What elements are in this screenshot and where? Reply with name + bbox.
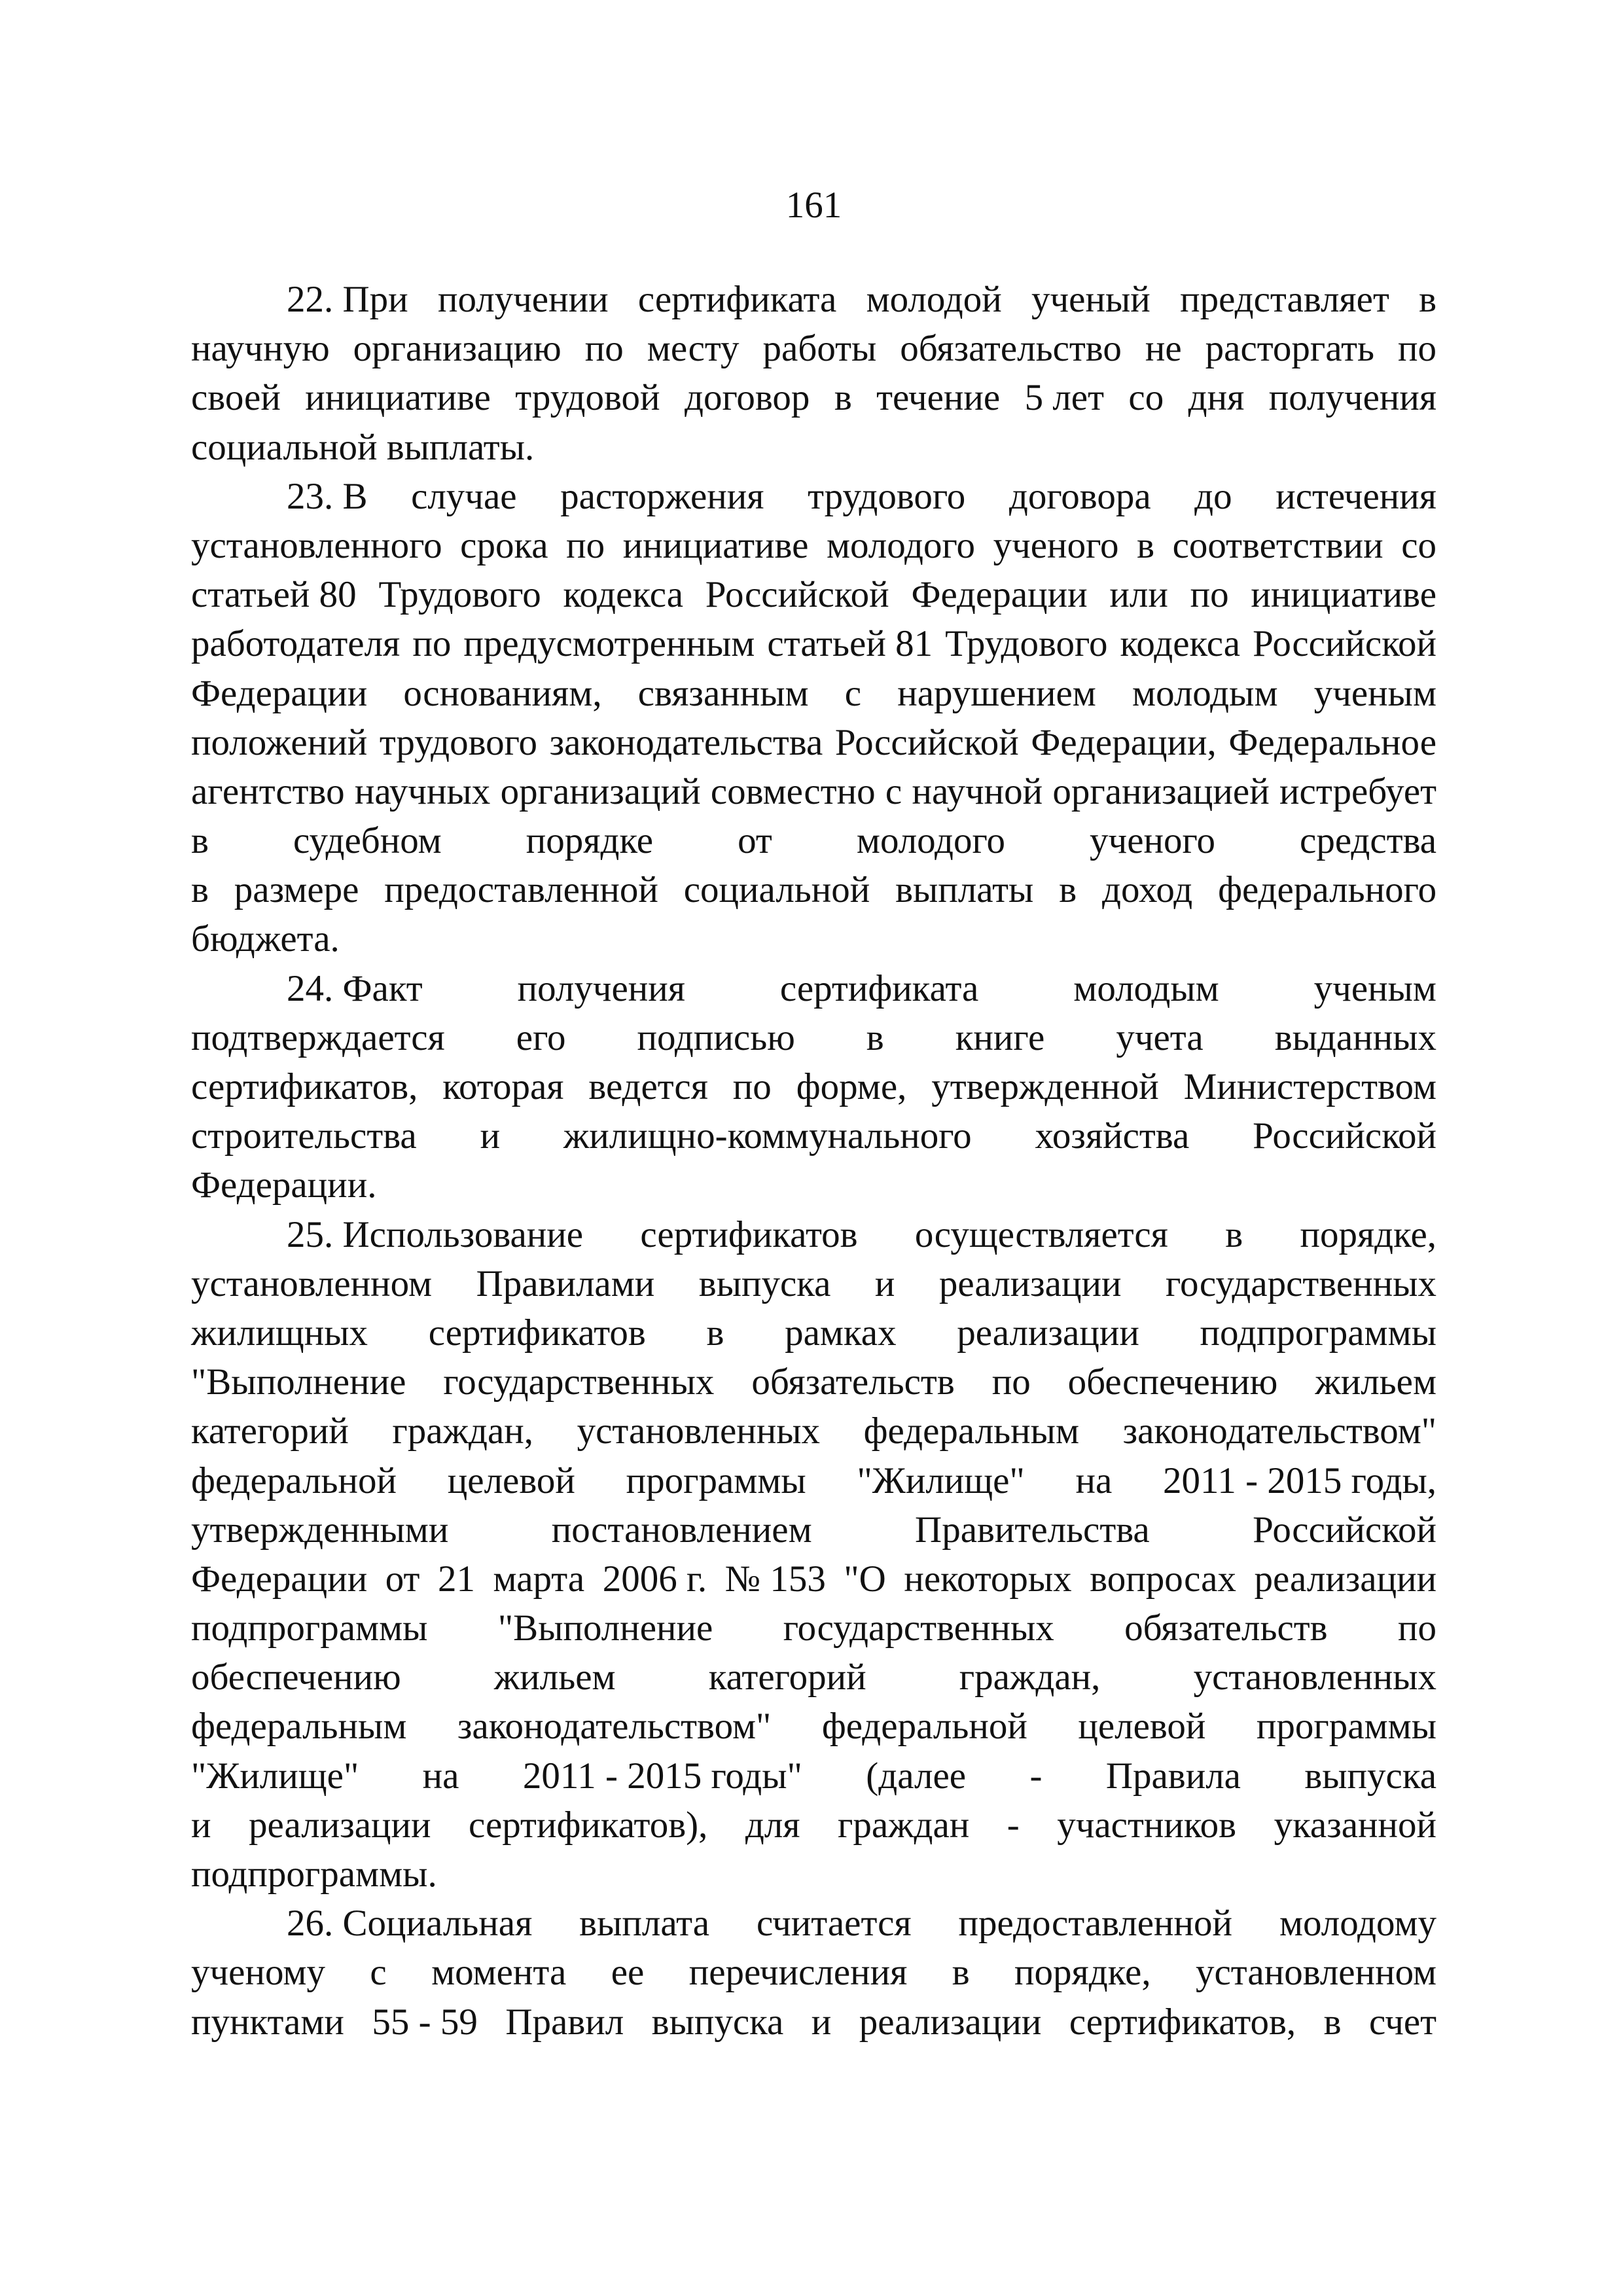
text-line [191,718,1436,767]
word: истребует [1279,770,1437,812]
word: 23. В [287,475,368,517]
word: в [1419,279,1437,320]
word: считается [756,1903,912,1945]
line-text: бюджета. [191,918,340,960]
line-text [191,1509,1436,1551]
word: ведется [588,1066,708,1107]
word: форме, [796,1066,907,1107]
word: установленных [1193,1657,1436,1698]
text-line [191,373,1436,422]
word: книге [955,1016,1045,1058]
word: агентство [191,770,345,812]
word: с [885,770,902,812]
line-text [191,1804,1436,1846]
word: выпуска [651,2001,784,2043]
word: представляет [1180,279,1389,320]
word: расторгать [1205,328,1375,370]
word: выданных [1274,1016,1437,1058]
paragraph-23 [191,472,1436,964]
word: молодой [866,279,1002,320]
line-text [191,2001,1436,2043]
text-line [191,1259,1436,1308]
word: размере [234,869,359,911]
word: Федерации [911,574,1088,616]
word: ученого [993,524,1119,566]
word: законодательством" [457,1706,772,1748]
word: Федерации [191,672,368,714]
word: течение [876,377,1001,419]
word: законодательства [549,721,823,763]
word: истечения [1275,475,1437,517]
word: до [1194,475,1232,517]
word: в [191,869,209,911]
word: месту [647,328,740,370]
word: жилищных [191,1312,368,1354]
word: на [422,1755,459,1797]
word: молодым [1073,967,1219,1009]
text-line [191,865,1436,914]
text-line [191,1998,1436,2047]
word: 2006 г. [602,1558,707,1600]
word: хозяйства [1035,1115,1190,1157]
word: статьей 80 [191,574,357,616]
text-line [191,275,1436,324]
text-line [191,472,1436,521]
word: категорий [191,1410,349,1452]
word: выпуска [698,1263,831,1304]
word: получения [517,967,685,1009]
word: и [874,1263,895,1304]
word: кодекса [1120,623,1241,665]
page-number: 161 [785,185,842,226]
line-text [191,673,1436,714]
word: подписью [637,1016,795,1058]
word: и [191,1804,211,1846]
word: Федерации [191,1558,368,1600]
word: Российской [1253,1115,1437,1157]
word: порядке, [1300,1213,1436,1255]
word: молодого [826,524,976,566]
word: Федерации, [1031,721,1217,763]
word: предоставленной [384,869,658,911]
word: связанным [637,672,809,714]
word: и [811,2001,832,2043]
word: совместно [710,770,876,812]
word: в [866,1016,884,1058]
word: обязательств [1124,1607,1328,1649]
line-text: социальной выплаты. [191,426,535,468]
word: с [370,1952,387,1994]
word: "Жилище" [191,1755,359,1797]
word: жильем [1315,1361,1437,1403]
text-line [191,1751,1436,1801]
word: федерального [1218,869,1437,911]
line-text [191,722,1436,763]
word: государственных [1165,1263,1437,1304]
word: установленном [1195,1952,1437,1994]
text-line [191,1948,1436,1997]
word: Правил [505,2001,624,2043]
word: некоторых [904,1558,1072,1600]
text-line [191,1801,1436,1850]
word: или [1109,574,1168,616]
word: "Выполнение [497,1607,713,1649]
word: сертификатов [640,1213,858,1255]
word: федеральной [821,1706,1027,1748]
word: молодому [1279,1903,1437,1945]
word: обеспечению [191,1657,401,1698]
word: с [844,672,862,714]
text-line [191,1850,1436,1899]
word: ученого [1090,820,1215,862]
word: Правилами [476,1263,655,1304]
word: учета [1116,1016,1204,1058]
word: статьей 81 [767,623,933,665]
word: в [1225,1213,1243,1255]
word: установленного [191,524,442,566]
text-line [191,1554,1436,1604]
word: по [584,328,624,370]
word: договора [1008,475,1151,517]
line-text [191,1755,1436,1797]
word: договор [684,377,810,419]
word: положений [191,721,368,763]
word: порядке [526,820,654,862]
line-text [191,1312,1436,1354]
word: предусмотренным [463,623,755,665]
line-text [191,574,1436,615]
paragraph-26 [191,1899,1436,2047]
word: граждан, [959,1657,1101,1698]
word: инициативе [622,524,809,566]
word: случае [411,475,517,517]
word: в [191,820,209,862]
word: программы [626,1460,806,1501]
line-text [191,1017,1436,1058]
word: установленных [577,1410,821,1452]
word: Министерством [1183,1066,1437,1107]
word: Правила [1105,1755,1241,1797]
line-text [287,476,1436,517]
word: научной [912,770,1043,812]
text-line [191,964,1436,1013]
text-line [191,1702,1436,1751]
word: Российской [705,574,889,616]
word: инициативе [1251,574,1436,616]
text-line [191,1407,1436,1456]
paragraph-24 [191,964,1436,1210]
line-text [191,1460,1436,1501]
word: законодательством" [1122,1410,1437,1452]
word: в [834,377,852,419]
word: организацией [1052,770,1270,812]
word: инициативе [305,377,491,419]
word: срока [460,524,548,566]
text-line [191,816,1436,865]
line-text [191,1115,1436,1157]
word: федеральным [863,1410,1080,1452]
line-text [191,1558,1436,1600]
text-line [191,619,1436,668]
word: научных [354,770,491,812]
text-line [191,1456,1436,1505]
line-text [191,328,1436,369]
line-text [191,1952,1436,1993]
word: основаниям, [403,672,602,714]
text-line [191,1210,1436,1259]
word: Трудового [945,623,1108,665]
word: сертификата [779,967,979,1009]
document-body [191,275,1436,2047]
word: установленном [191,1263,433,1304]
text-line [191,1062,1436,1111]
word: не [1145,328,1182,370]
text-line [191,570,1436,619]
word: выплата [579,1903,710,1945]
word: по [412,623,452,665]
word: 25. Использование [287,1213,584,1255]
word: молодым [1132,672,1278,714]
word: перечисления [688,1952,908,1994]
word: сертификатов, [1069,2001,1296,2043]
word: 24. Факт [287,967,423,1009]
word: Федеральное [1228,721,1436,763]
text-line [191,1308,1436,1357]
line-text [287,1903,1436,1944]
word: 21 [437,1558,475,1600]
word: - [1029,1755,1043,1797]
paragraph-25 [191,1210,1436,1899]
text-line [191,1604,1436,1653]
word: работодателя [191,623,401,665]
word: ученый [1031,279,1150,320]
word: Российской [1253,623,1437,665]
word: ученым [1313,672,1437,714]
word: сертификатов), [469,1804,708,1846]
word: целевой [1078,1706,1206,1748]
word: 5 лет [1024,377,1104,419]
word: кодекса [563,574,684,616]
text-line [191,1160,1436,1210]
word: категорий [708,1657,866,1698]
word: целевой [447,1460,575,1501]
word: программы [1256,1706,1437,1748]
word: со [1128,377,1164,419]
word: утвержденными [191,1509,449,1551]
word: трудовой [515,377,660,419]
text-line [191,521,1436,570]
word: выплаты [895,869,1034,911]
word: предоставленной [958,1903,1233,1945]
word: государственных [783,1607,1054,1649]
word: дня [1188,377,1245,419]
line-text [191,1607,1436,1649]
word: реализации [248,1804,431,1846]
word: постановлением [551,1509,812,1551]
word: Трудового [378,574,541,616]
word: реализации [1254,1558,1437,1600]
paragraph-22 [191,275,1436,472]
line-text [287,968,1436,1009]
word: порядке, [1014,1952,1151,1994]
word: по [1398,1607,1437,1649]
word: участников [1057,1804,1237,1846]
word: - [1007,1804,1020,1846]
line-text [191,1361,1436,1403]
word: граждан [837,1804,970,1846]
word: "Выполнение [191,1361,406,1403]
word: организацию [353,328,562,370]
word: по [991,1361,1031,1403]
text-line [191,1899,1436,1948]
word: осуществляется [914,1213,1168,1255]
word: жильем [493,1657,616,1698]
word: по [732,1066,772,1107]
word: жилищно-коммунального [563,1115,972,1157]
word: "Жилище" [857,1460,1025,1501]
word: от [738,820,772,862]
word: которая [442,1066,564,1107]
word: в [1323,2001,1342,2043]
word: Правительства [915,1509,1150,1551]
word: соответствии [1172,524,1383,566]
line-text [191,869,1436,910]
word: доход [1101,869,1193,911]
line-text [191,377,1436,418]
word: 2011 - 2015 годы" [522,1755,802,1797]
word: по [566,524,605,566]
word: утвержденной [931,1066,1159,1107]
word: получения [1268,377,1437,419]
text-line [191,324,1436,373]
word: счет [1369,2001,1437,2043]
word: Российской [834,721,1019,763]
word: в [706,1312,724,1354]
word: подпрограммы [191,1607,428,1649]
word: государственных [443,1361,715,1403]
word: молодого [856,820,1005,862]
line-text [191,820,1436,861]
line-text [287,1214,1436,1255]
word: рамках [785,1312,897,1354]
text-line [191,1357,1436,1407]
word: по [1190,574,1229,616]
word: сертификатов [428,1312,646,1354]
word: нарушением [897,672,1096,714]
word: работы [762,328,877,370]
word: трудового [379,721,538,763]
word: в [1137,524,1155,566]
word: 26. Социальная [287,1903,533,1945]
word: 2011 - 2015 годы, [1163,1460,1437,1501]
word: подтверждается [191,1016,445,1058]
word: сертификатов, [191,1066,418,1107]
word: средства [1300,820,1437,862]
line-text [191,1657,1436,1698]
word: 22. При [287,279,408,320]
line-text [191,771,1436,812]
word: в [952,1952,970,1994]
text-line [191,1013,1436,1062]
word: 55 - 59 [372,2001,478,2043]
word: от [385,1558,420,1600]
line-text [287,279,1436,320]
word: № 153 [724,1558,826,1600]
line-text [191,1706,1436,1747]
word: социальной [683,869,870,911]
word: ее [611,1952,645,1994]
word: своей [191,377,281,419]
text-line [191,767,1436,816]
word: выпуска [1304,1755,1436,1797]
word: сертификата [637,279,837,320]
line-text [191,1410,1436,1452]
word: пунктами [191,2001,344,2043]
word: судебном [293,820,442,862]
word: реализации [957,1312,1139,1354]
word: Российской [1253,1509,1437,1551]
line-text [191,1263,1436,1304]
word: для [745,1804,800,1846]
text-line [191,1111,1436,1160]
word: реализации [938,1263,1122,1304]
word: получении [437,279,609,320]
text-line [191,1505,1436,1554]
word: и [480,1115,501,1157]
text-line [191,914,1436,963]
word: научную [191,328,330,370]
word: обязательств [751,1361,955,1403]
word: момента [431,1952,567,1994]
text-line [191,1653,1436,1702]
word: обеспечению [1067,1361,1278,1403]
word: федеральной [191,1460,397,1501]
word: (далее [866,1755,967,1797]
word: реализации [859,2001,1042,2043]
word: по [1398,328,1437,370]
word: ученым [1313,967,1436,1009]
line-text: подпрограммы. [191,1854,437,1895]
word: вопросах [1090,1558,1236,1600]
text-line [191,669,1436,718]
line-text: Федерации. [191,1164,377,1206]
line-text [191,1066,1436,1107]
word: в [1059,869,1077,911]
word: трудового [808,475,966,517]
word: расторжения [560,475,764,517]
line-text [191,623,1436,664]
text-line [191,423,1436,472]
word: его [516,1016,566,1058]
word: марта [493,1558,585,1600]
word: со [1401,524,1437,566]
word: на [1075,1460,1113,1501]
word: федеральным [191,1706,407,1748]
word: "О [844,1558,886,1600]
word: обязательство [900,328,1122,370]
word: ученому [191,1952,325,1994]
word: граждан, [392,1410,534,1452]
word: строительства [191,1115,417,1157]
word: указанной [1274,1804,1437,1846]
word: организаций [500,770,701,812]
line-text [191,525,1436,566]
word: подпрограммы [1200,1312,1436,1354]
